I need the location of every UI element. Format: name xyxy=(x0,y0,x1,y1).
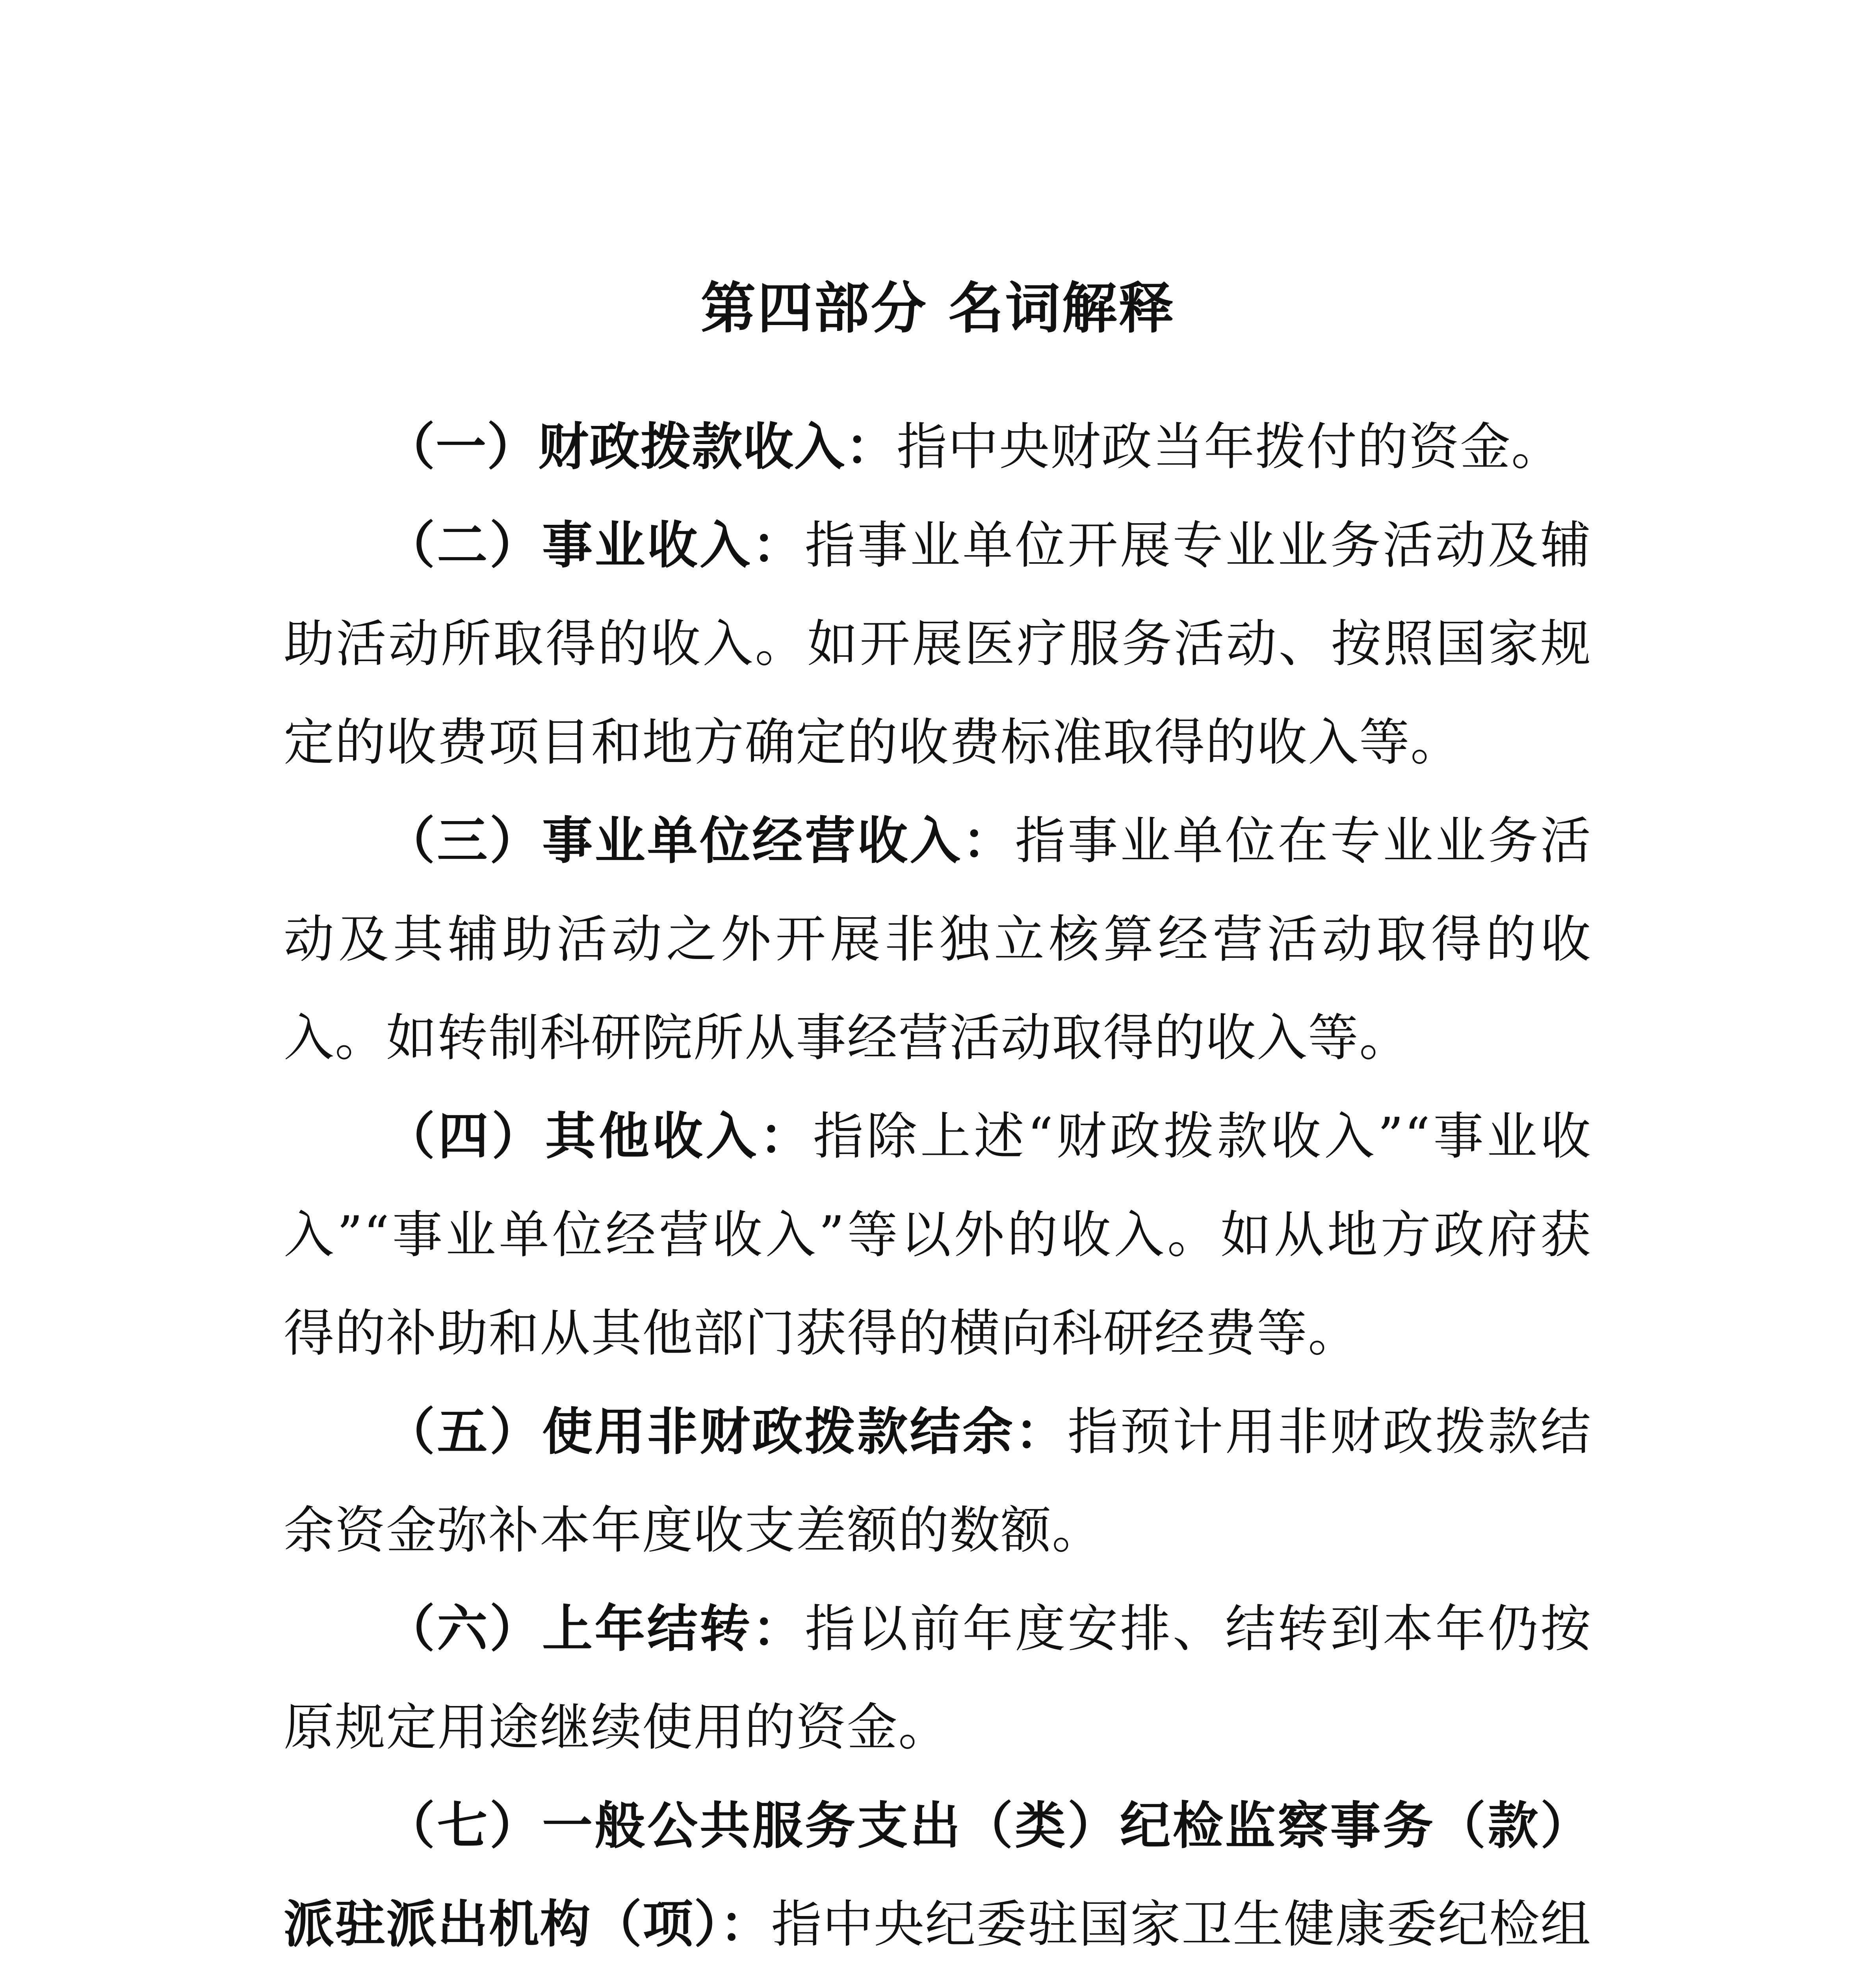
definition-text: 指中央财政当年拨付的资金。 xyxy=(897,418,1563,476)
definition-item xyxy=(284,496,1592,792)
definition-text: 指除上述“财政拨款收入”“事业收入”“事业单位经营收入”等以外的收入。如从地方政府获得的补助和从其他部门获得的横向科研经费等。 xyxy=(284,1107,1592,1363)
definition-text: 指以前年度安排、结转到本年仍按原规定用途继续使用的资金。 xyxy=(284,1600,1592,1757)
definition-term: （四）其他收入： xyxy=(384,1107,813,1166)
definition-text: 指中央纪委驻国家卫生健康委纪检组 xyxy=(771,1895,1592,1954)
definition-term: （七）一般公共服务支出（类）纪检监察事务（款）派驻派出机构（项）： xyxy=(284,1797,1592,1954)
definition-term: （三）事业单位经营收入： xyxy=(384,812,1015,870)
definition-text: 指预计用非财政拨款结余资金弥补本年度收支差额的数额。 xyxy=(284,1403,1592,1560)
definition-item xyxy=(284,1777,1592,1970)
definition-text: 指事业单位在专业业务活动及其辅助活动之外开展非独立核算经营活动取得的收入。如转制科研院所从事经营活动取得的收入等。 xyxy=(284,812,1592,1067)
definition-term: （一）财政拨款收入： xyxy=(384,418,897,476)
definition-term: （六）上年结转： xyxy=(384,1600,805,1658)
definition-text: 指事业单位开展专业业务活动及辅助活动所取得的收入。如开展医疗服务活动、按照国家规定的收费项目和地方确定的收费标准取得的收入等。 xyxy=(284,516,1592,772)
definition-term: （五）使用非财政拨款结余： xyxy=(384,1403,1068,1461)
definitions-list xyxy=(284,398,1592,1970)
definition-term: （二）事业收入： xyxy=(384,516,805,575)
definition-item xyxy=(284,1383,1592,1580)
definition-item xyxy=(284,792,1592,1087)
definition-item xyxy=(284,1580,1592,1777)
definition-item xyxy=(284,398,1592,496)
definition-item xyxy=(284,1087,1592,1383)
page-title: 第四部分 名词解释 xyxy=(700,276,1176,341)
